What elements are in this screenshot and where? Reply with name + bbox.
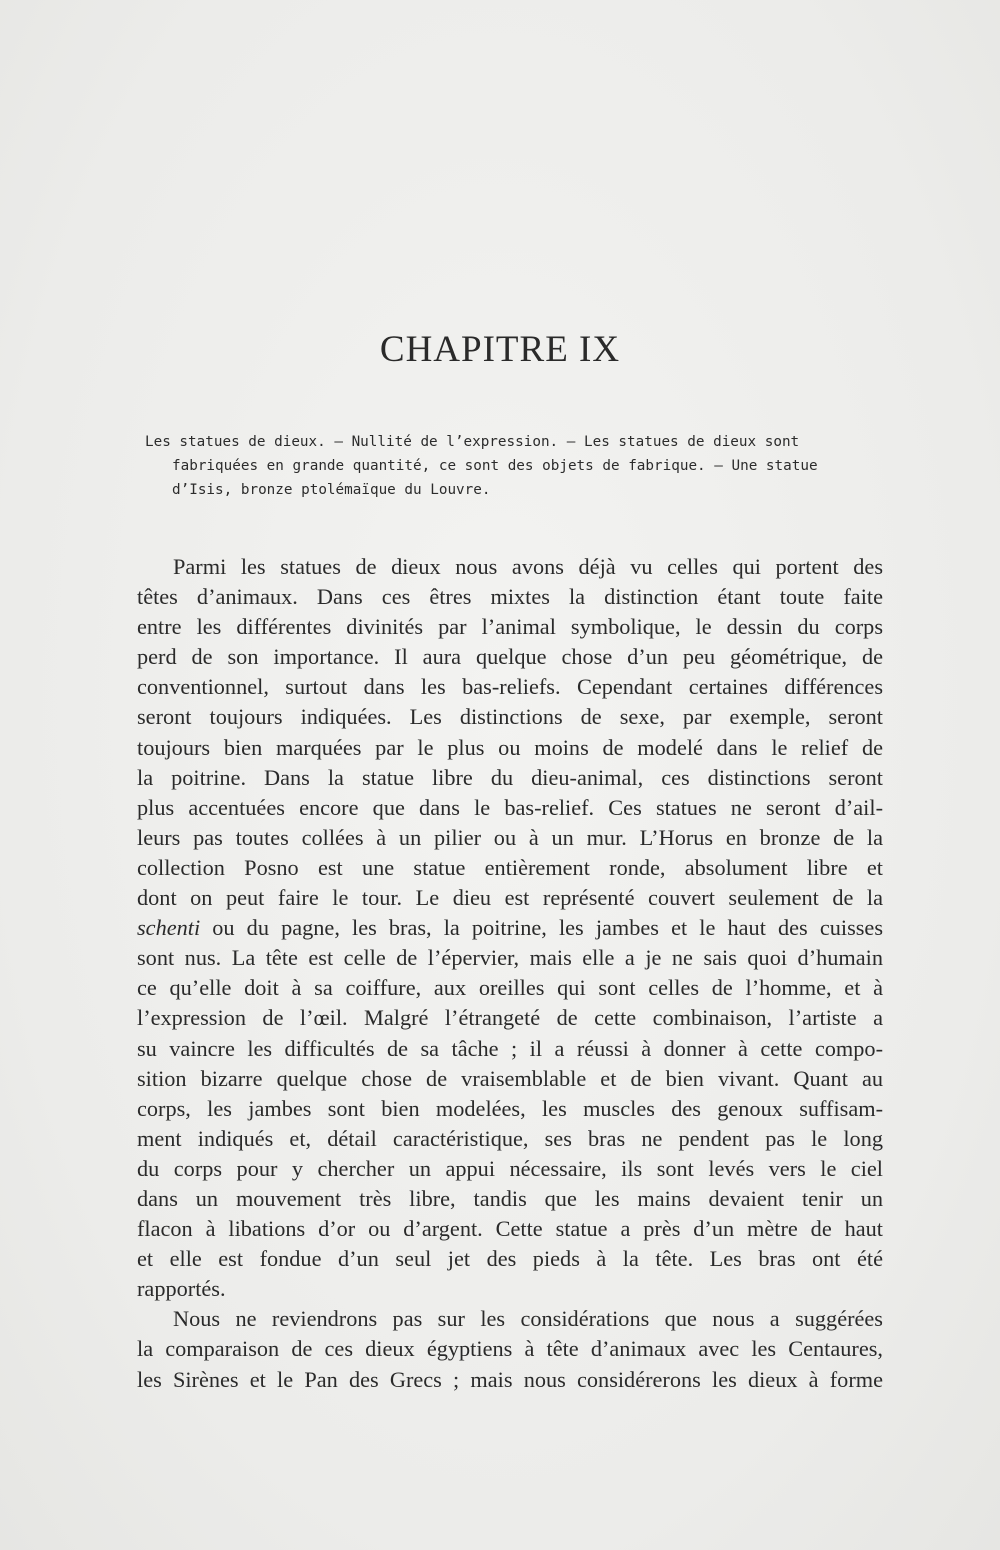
paragraph-line: sont nus. La tête est celle de l’épervier, mais elle a je ne sais quoi d’humain (137, 945, 883, 971)
paragraph-line: dont on peut faire le tour. Le dieu est représenté couvert seulement de la (137, 885, 883, 911)
italic-term: schenti (137, 915, 201, 941)
paragraph-line: Nous ne reviendrons pas sur les considérations que nous a suggérées (173, 1306, 883, 1332)
paragraph-line: corps, les jambes sont bien modelées, les muscles des genoux suffisam- (137, 1095, 883, 1121)
paragraph-line: têtes d’animaux. Dans ces êtres mixtes la distinction étant toute faite (137, 584, 883, 610)
paragraph-line: les Sirènes et le Pan des Grecs ; mais nous considérerons les dieux à forme (137, 1366, 883, 1392)
summary-line: fabriquées en grande quantité, ce sont des objets de fabrique. — Une statue (172, 458, 818, 474)
paragraph-line: entre les différentes divinités par l’animal symbolique, le dessin du corps (137, 614, 883, 640)
paragraph-line: flacon à libations d’or ou d’argent. Cette statue a près d’un mètre de haut (137, 1216, 883, 1242)
paragraph-line: perd de son importance. Il aura quelque chose d’un peu géométrique, de (137, 644, 883, 670)
paragraph-line: et elle est fondue d’un seul jet des pieds à la tête. Les bras ont été (137, 1246, 883, 1272)
paragraph-line: dans un mouvement très libre, tandis que les mains devaient tenir un (137, 1185, 883, 1211)
paragraph-line: sition bizarre quelque chose de vraisemblable et de bien vivant. Quant au (137, 1065, 883, 1091)
paragraph-line: su vaincre les difficultés de sa tâche ; il a réussi à donner à cette compo- (137, 1035, 883, 1061)
paragraph-line: collection Posno est une statue entièrement ronde, absolument libre et (137, 854, 883, 880)
body-text (137, 552, 883, 1395)
paragraph-line: ce qu’elle doit à sa coiffure, aux oreilles qui sont celles de l’homme, et à (137, 975, 883, 1001)
paragraph-line: plus accentuées encore que dans le bas-relief. Ces statues ne seront d’ail- (137, 794, 883, 820)
paragraph-line: rapportés. (137, 1276, 226, 1302)
summary-line: d’Isis, bronze ptolémaïque du Louvre. (172, 482, 491, 498)
paragraph-line: toujours bien marquées par le plus ou moins de modelé dans le relief de (137, 734, 883, 760)
paragraph-line: ment indiqués et, détail caractéristique, ses bras ne pendent pas le long (137, 1125, 883, 1151)
paragraph-line: du corps pour y chercher un appui nécessaire, ils sont levés vers le ciel (137, 1155, 883, 1181)
chapter-title: CHAPITRE IX (379, 329, 621, 370)
paragraph-line-rest: ou du pagne, les bras, la poitrine, les jambes et le haut des cuisses (200, 915, 883, 941)
chapter-summary (145, 430, 872, 502)
paragraph-line: l’expression de l’œil. Malgré l’étrangeté de cette combinaison, l’artiste a (137, 1005, 883, 1031)
paragraph-line (137, 913, 883, 943)
paragraph-line: seront toujours indiquées. Les distinctions de sexe, par exemple, seront (137, 704, 883, 730)
paragraph-line: la poitrine. Dans la statue libre du dieu-animal, ces distinctions seront (137, 764, 883, 790)
paragraph-line: Parmi les statues de dieux nous avons déjà vu celles qui portent des (173, 554, 883, 579)
paragraph-line: la comparaison de ces dieux égyptiens à tête d’animaux avec les Centaures, (137, 1336, 883, 1362)
paragraph-line: leurs pas toutes collées à un pilier ou à un mur. L’Horus en bronze de la (137, 824, 883, 850)
paragraph-line: conventionnel, surtout dans les bas-reliefs. Cependant certaines différences (137, 674, 883, 700)
summary-line: Les statues de dieux. — Nullité de l’expression. — Les statues de dieux sont (145, 434, 800, 450)
